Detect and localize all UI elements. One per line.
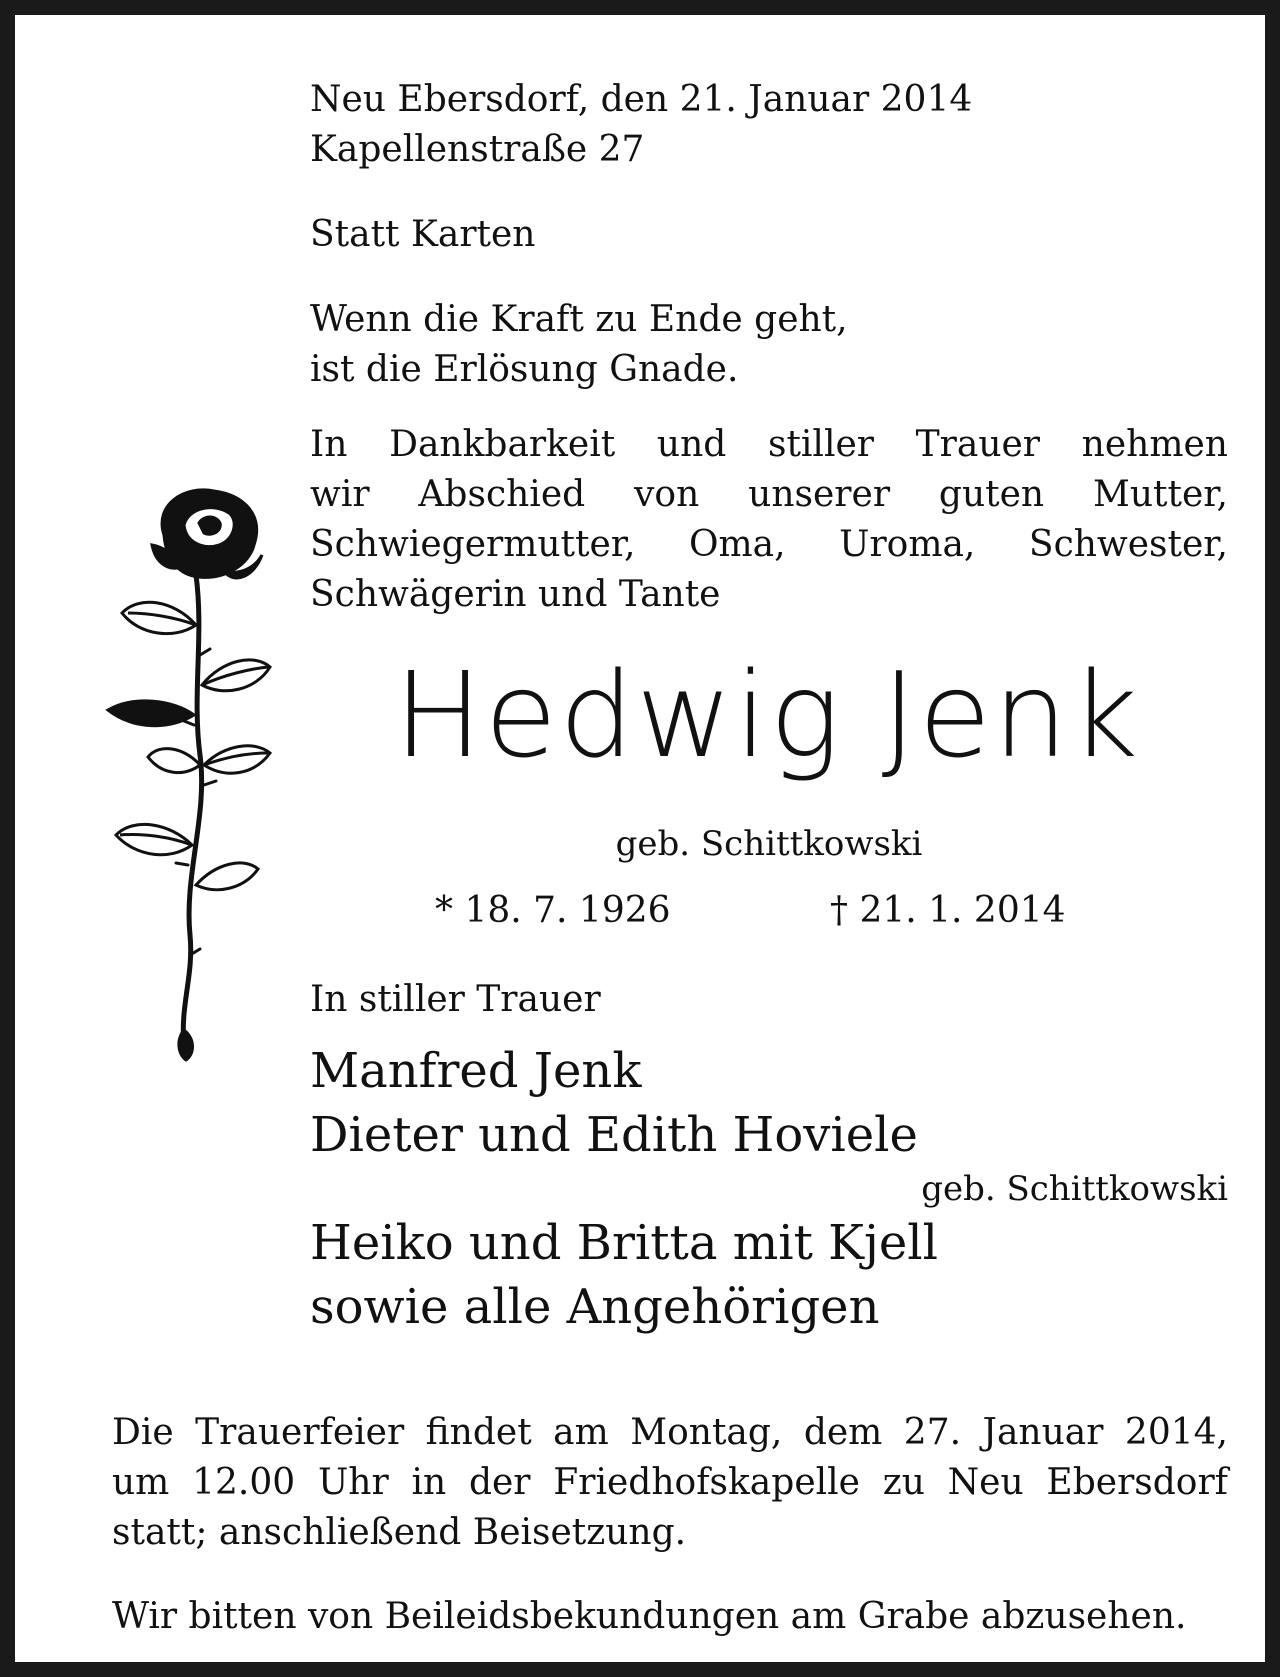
rose-icon [104, 485, 284, 1065]
mourners [310, 975, 1228, 1339]
birth-date: * 18. 7. 1926 [435, 890, 671, 931]
intro [310, 210, 1228, 260]
funeral-line-2: um 12.00 Uhr in der Friedhofskapelle zu Neu Ebersdorf [112, 1462, 1228, 1503]
funeral-line-3: statt; anschließend Beisetzung. [112, 1512, 687, 1553]
announcement-line-1: In Dankbarkeit und stiller Trauer nehmen [310, 424, 1228, 465]
mourners-heading: In stiller Trauer [310, 979, 601, 1020]
mourner-line-1: Manfred Jenk [310, 1043, 642, 1099]
quote [310, 295, 1228, 395]
announcement [310, 420, 1228, 620]
quote-line-2: ist die Erlösung Gnade. [310, 349, 739, 390]
address: Kapellenstraße 27 [310, 129, 645, 170]
mourner-line-2: Dieter und Edith Hoviele [310, 1107, 918, 1163]
intro-text: Statt Karten [310, 214, 536, 255]
mourner-line-3: Heiko und Britta mit Kjell [310, 1215, 938, 1271]
death-date: † 21. 1. 2014 [830, 890, 1066, 931]
funeral-line-1: Die Trauerfeier findet am Montag, dem 27. Januar 2014, [112, 1412, 1228, 1453]
header [310, 75, 1228, 175]
mourner-line-4: sowie alle Angehörigen [310, 1279, 880, 1335]
mourner-line-2-note: geb. Schittkowski [921, 1169, 1228, 1209]
announcement-line-4: Schwägerin und Tante [310, 574, 721, 615]
closing-text: Wir bitten von Beileidsbekundungen am Grabe abzusehen. [112, 1596, 1187, 1637]
notice-body [30, 30, 1250, 1647]
announcement-line-3: Schwiegermutter, Oma, Uroma, Schwester, [310, 524, 1228, 565]
deceased-name: Hedwig Jenk [393, 646, 1141, 784]
deceased-maiden-name: geb. Schittkowski [615, 824, 923, 864]
announcement-line-2: wir Abschied von unserer guten Mutter, [310, 474, 1228, 515]
quote-line-1: Wenn die Kraft zu Ende geht, [310, 299, 848, 340]
funeral-info [112, 1408, 1228, 1558]
place-date: Neu Ebersdorf, den 21. Januar 2014 [310, 79, 973, 120]
closing-note [112, 1592, 1228, 1642]
